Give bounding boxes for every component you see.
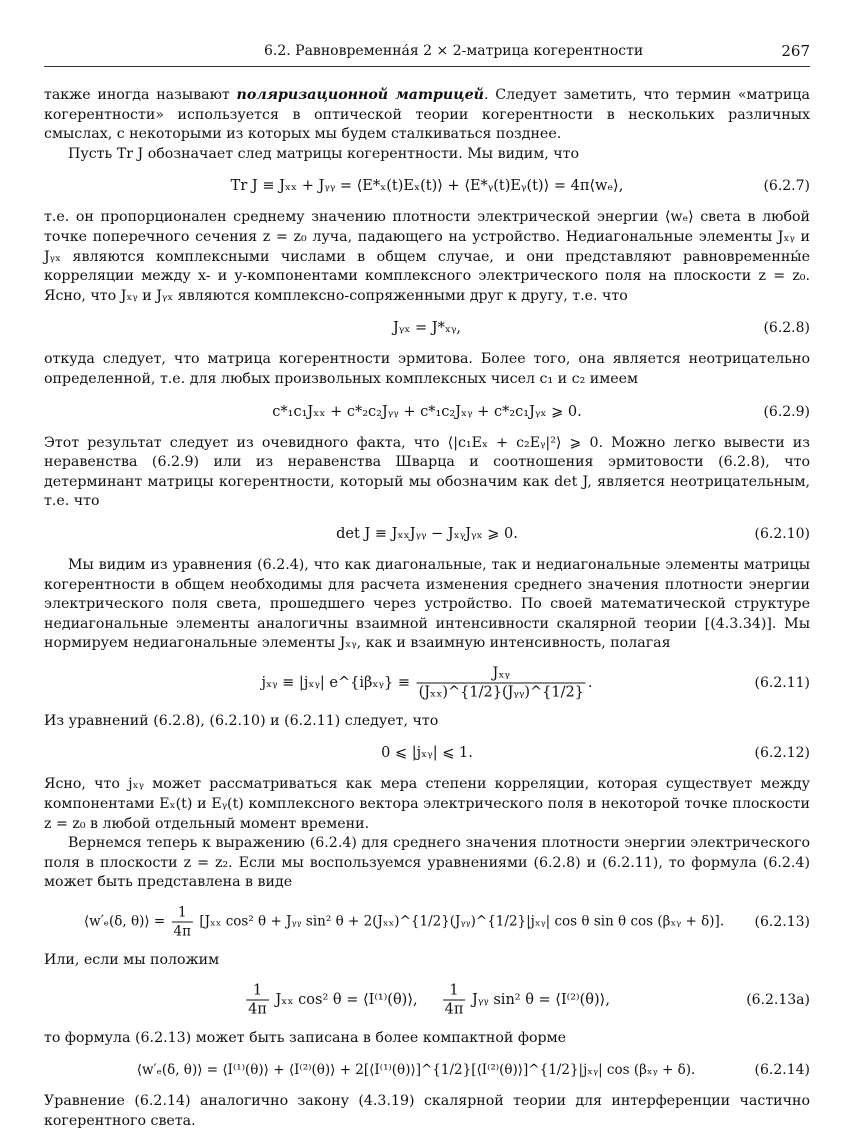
paragraph-10: Или, если мы положим xyxy=(44,952,220,969)
equation-6-2-7 xyxy=(44,164,810,208)
equation-6-2-8 xyxy=(44,306,810,350)
equation-6-2-11-label: (6.2.11) xyxy=(754,674,810,691)
equation-6-2-14-label: (6.2.14) xyxy=(754,1062,810,1079)
equation-6-2-12 xyxy=(44,731,810,775)
paragraph-3: т.е. он пропорционален среднему значению плотности электрической энергии ⟨wₑ⟩ света в любой точке поперечного сечения z = z₀ луча, падающего на устройство. Недиагональные элементы Jₓᵧ и Jᵧₓ являются комплексными числами в общем случае, и они представляют равновременны́е корреляции между x- и y-компонентами комплексного электрического поля на плоскости z = z₀. Ясно, что Jₓᵧ и Jᵧₓ являются комплексно-сопряженными друг к другу, т.е. что xyxy=(44,209,810,304)
equation-6-2-11-body: jₓᵧ ≡ |jₓᵧ| e^{iβₓᵧ} ≡ $\frac{\text{Jₓᵧ}}{\text{(Jₓₓ)\textasciicircum{}\{1/2\}(Jᵧᵧ)\textasciicircum{}\{1/2\}}}$ . xyxy=(261,665,593,701)
equation-6-2-10-body: det J ≡ JₓₓJᵧᵧ − JₓᵧJᵧₓ ⩾ 0. xyxy=(336,525,518,542)
equation-6-2-10-label: (6.2.10) xyxy=(754,525,810,542)
equation-6-2-8-body: Jᵧₓ = J*ₓᵧ, xyxy=(392,320,462,337)
equation-6-2-11-fraction xyxy=(417,664,586,701)
equation-6-2-13-fraction xyxy=(172,904,193,941)
equation-6-2-13-denominator: 4π xyxy=(173,923,192,940)
paragraph-1-end: . Следует заметить, что термин «матрица когерентности» используется в оптической теории когерентности в нескольких различных смыслах, с некоторыми из которых мы будем сталкиваться позднее. xyxy=(44,87,811,143)
paragraph-1 xyxy=(44,86,810,145)
section-title: 6.2. Равновременна́я 2 × 2-матрица когерентности xyxy=(264,43,644,59)
equation-6-2-11-numerator: Jₓᵧ xyxy=(417,664,586,683)
equation-6-2-7-label: (6.2.7) xyxy=(763,178,810,195)
equation-6-2-13a-body xyxy=(244,981,610,1018)
equation-6-2-14 xyxy=(44,1048,810,1092)
equation-6-2-13-body xyxy=(84,904,724,941)
running-head xyxy=(44,40,810,64)
equation-6-2-13-label: (6.2.13) xyxy=(754,914,810,931)
equation-6-2-12-label: (6.2.12) xyxy=(754,745,810,762)
page-number: 267 xyxy=(781,42,810,60)
paragraph-2: Пусть Tr J обозначает след матрицы когерентности. Мы видим, что xyxy=(68,145,580,162)
paragraph-7: Из уравнений (6.2.8), (6.2.10) и (6.2.11) следует, что xyxy=(44,712,439,729)
paragraph-4: откуда следует, что матрица когерентности эрмитова. Более того, она является неотрицательно определенной, т.е. для любых произвольных комплексных чисел c₁ и c₂ имеем xyxy=(44,351,810,387)
equation-6-2-13a-part-a: Jₓₓ cos² θ = ⟨I⁽¹⁾(θ)⟩, xyxy=(275,991,418,1008)
equation-6-2-14-body: ⟨w′ₑ(δ, θ)⟩ = ⟨I⁽¹⁾(θ)⟩ + ⟨I⁽²⁾(θ)⟩ + 2[⟨I⁽¹⁾(θ)⟩]^{1/2}[⟨I⁽²⁾(θ)⟩]^{1/2}|jₓᵧ| cos (βₓᵧ + δ). xyxy=(136,1062,696,1079)
equation-6-2-13a-denominator-a: 4π xyxy=(248,1001,267,1018)
equation-6-2-13a-part-b: Jᵧᵧ sin² θ = ⟨I⁽²⁾(θ)⟩, xyxy=(472,991,610,1008)
paragraph-8: Ясно, что jₓᵧ может рассматриваться как мера степени корреляции, которая существует между компонентами Eₓ(t) и Eᵧ(t) комплексного вектора электрического поля в некоторой точке плоскости z = z₀ в любой отдельный момент времени. xyxy=(44,776,810,832)
equation-6-2-10 xyxy=(44,512,810,556)
equation-6-2-13a-label: (6.2.13a) xyxy=(746,991,810,1008)
term-polarization-matrix: поляризационной матрицей xyxy=(236,87,484,103)
equation-6-2-13-numerator: 1 xyxy=(172,904,193,923)
equation-6-2-11 xyxy=(44,654,810,712)
equation-6-2-13a xyxy=(44,971,810,1029)
equation-6-2-7-body: Tr J ≡ Jₓₓ + Jᵧᵧ = ⟨E*ₓ(t)Eₓ(t)⟩ + ⟨E*ᵧ(t)Eᵧ(t)⟩ = 4π⟨wₑ⟩, xyxy=(230,178,624,195)
equation-6-2-13-rhs: [Jₓₓ cos² θ + Jᵧᵧ sin² θ + 2(Jₓₓ)^{1/2}(Jᵧᵧ)^{1/2}|jₓᵧ| cos θ sin θ cos (βₓᵧ + δ)]. xyxy=(199,913,725,930)
paragraph-11: то формула (6.2.13) может быть записана в более компактной форме xyxy=(44,1029,567,1046)
equation-6-2-13a-fraction-b xyxy=(443,981,466,1018)
equation-6-2-12-body: 0 ⩽ |jₓᵧ| ⩽ 1. xyxy=(381,745,473,762)
equation-6-2-13a-numerator-a: 1 xyxy=(246,981,269,1000)
equation-6-2-11-denominator: (Jₓₓ)^{1/2}(Jᵧᵧ)^{1/2} xyxy=(418,684,584,701)
paragraph-5: Этот результат следует из очевидного факта, что ⟨|c₁Eₓ + c₂Eᵧ|²⟩ ⩾ 0. Можно легко вывести из неравенства (6.2.9) или из неравенства Шварца и соотношения эрмитовости (6.2.8), что детерминант матрицы когерентности, который мы обозначим как det J, является неотрицательным, т.е. что xyxy=(44,434,810,510)
equation-6-2-9-label: (6.2.9) xyxy=(763,403,810,420)
equation-6-2-13a-denominator-b: 4π xyxy=(444,1001,464,1018)
equation-6-2-13-lhs: ⟨w′ₑ(δ, θ)⟩ = xyxy=(83,913,166,930)
paragraph-9: Вернемся теперь к выражению (6.2.4) для среднего значения плотности энергии электрического поля в плоскости z = z₂. Если мы воспользуемся уравнениями (6.2.8) и (6.2.11), то формула (6.2.4) может быть представлена в виде xyxy=(44,835,810,891)
paragraph-1-start: также иногда называют xyxy=(44,87,237,103)
equation-6-2-13a-numerator-b: 1 xyxy=(443,981,466,1000)
page-body xyxy=(44,86,810,1131)
equation-6-2-9-body: c*₁c₁Jₓₓ + c*₂c₂Jᵧᵧ + c*₁c₂Jₓᵧ + c*₂c₁Jᵧₓ ⩾ 0. xyxy=(272,403,582,420)
paragraph-6: Мы видим из уравнения (6.2.4), что как диагональные, так и недиагональные элементы матрицы когерентности в общем необходимы для расчета изменения среднего значения плотности энергии электрического поля света, прошедшего через устройство. По своей математической структуре недиагональные элементы аналогичны взаимной интенсивности скалярной теории [(4.3.34)]. Мы нормируем недиагональные элементы Jₓᵧ, как и взаимную интенсивность, полагая xyxy=(44,556,810,652)
equation-6-2-8-label: (6.2.8) xyxy=(763,320,810,337)
equation-6-2-9 xyxy=(44,390,810,434)
paragraph-12: Уравнение (6.2.14) аналогично закону (4.3.19) скалярной теории для интерференции частично когерентного света. xyxy=(44,1093,810,1129)
equation-6-2-13a-fraction-a xyxy=(246,981,269,1018)
equation-6-2-13 xyxy=(44,893,810,951)
header-rule xyxy=(44,66,810,67)
equation-6-2-11-lhs: jₓᵧ ≡ |jₓᵧ| e^{iβₓᵧ} ≡ xyxy=(261,674,410,691)
